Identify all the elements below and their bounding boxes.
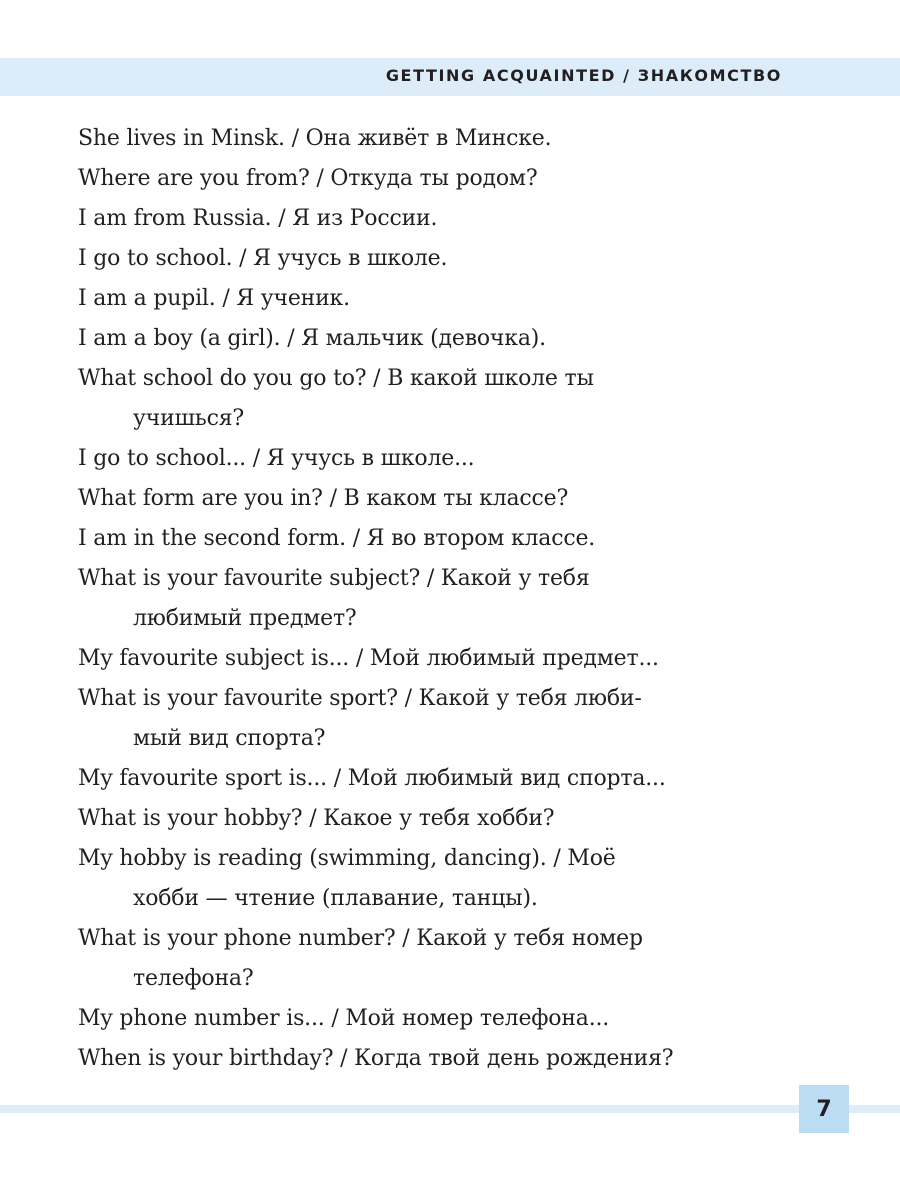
phrase-line: I am from Russia. / Я из России. [78,206,438,231]
page-number: 7 [816,1096,832,1122]
phrase-line: I am a pupil. / Я ученик. [78,286,350,311]
phrase-line: She lives in Minsk. / Она живёт в Минске. [78,126,552,151]
phrase-line: I go to school... / Я учусь в школе... [78,446,475,471]
phrase-line: What school do you go to? / В какой школе ты [78,366,594,391]
page-number-box [799,1085,849,1133]
running-header-title: GETTING ACQUAINTED / ЗНАКОМСТВО [385,66,782,85]
phrase-line: What is your phone number? / Какой у тебя номер [78,926,643,951]
phrase-line-continuation: учишься? [133,406,244,431]
phrase-line: My phone number is... / Мой номер телефона... [78,1006,610,1031]
phrase-line: When is your birthday? / Когда твой день рождения? [78,1046,674,1071]
phrase-line: What is your favourite subject? / Какой у тебя [78,566,590,591]
phrase-line: My favourite subject is... / Мой любимый предмет... [78,646,659,671]
phrase-line: What is your hobby? / Какое у тебя хобби? [78,806,555,831]
phrase-line-continuation: телефона? [133,966,254,991]
phrase-line-continuation: любимый предмет? [133,606,357,631]
phrase-line: Where are you from? / Откуда ты родом? [78,166,538,191]
phrase-line: What is your favourite sport? / Какой у тебя люби- [78,686,642,711]
footer-divider [0,1105,900,1113]
phrase-line: My favourite sport is... / Мой любимый вид спорта... [78,766,666,791]
phrase-line-continuation: хобби — чтение (плавание, танцы). [133,886,538,911]
phrase-line: I am in the second form. / Я во втором классе. [78,526,596,551]
phrase-line: My hobby is reading (swimming, dancing). / Моё [78,846,616,871]
phrase-line: What form are you in? / В каком ты классе? [78,486,569,511]
phrase-list [78,119,818,1079]
phrase-line: I go to school. / Я учусь в школе. [78,246,448,271]
phrase-line-continuation: мый вид спорта? [133,726,326,751]
phrase-line: I am a boy (a girl). / Я мальчик (девочка). [78,326,546,351]
